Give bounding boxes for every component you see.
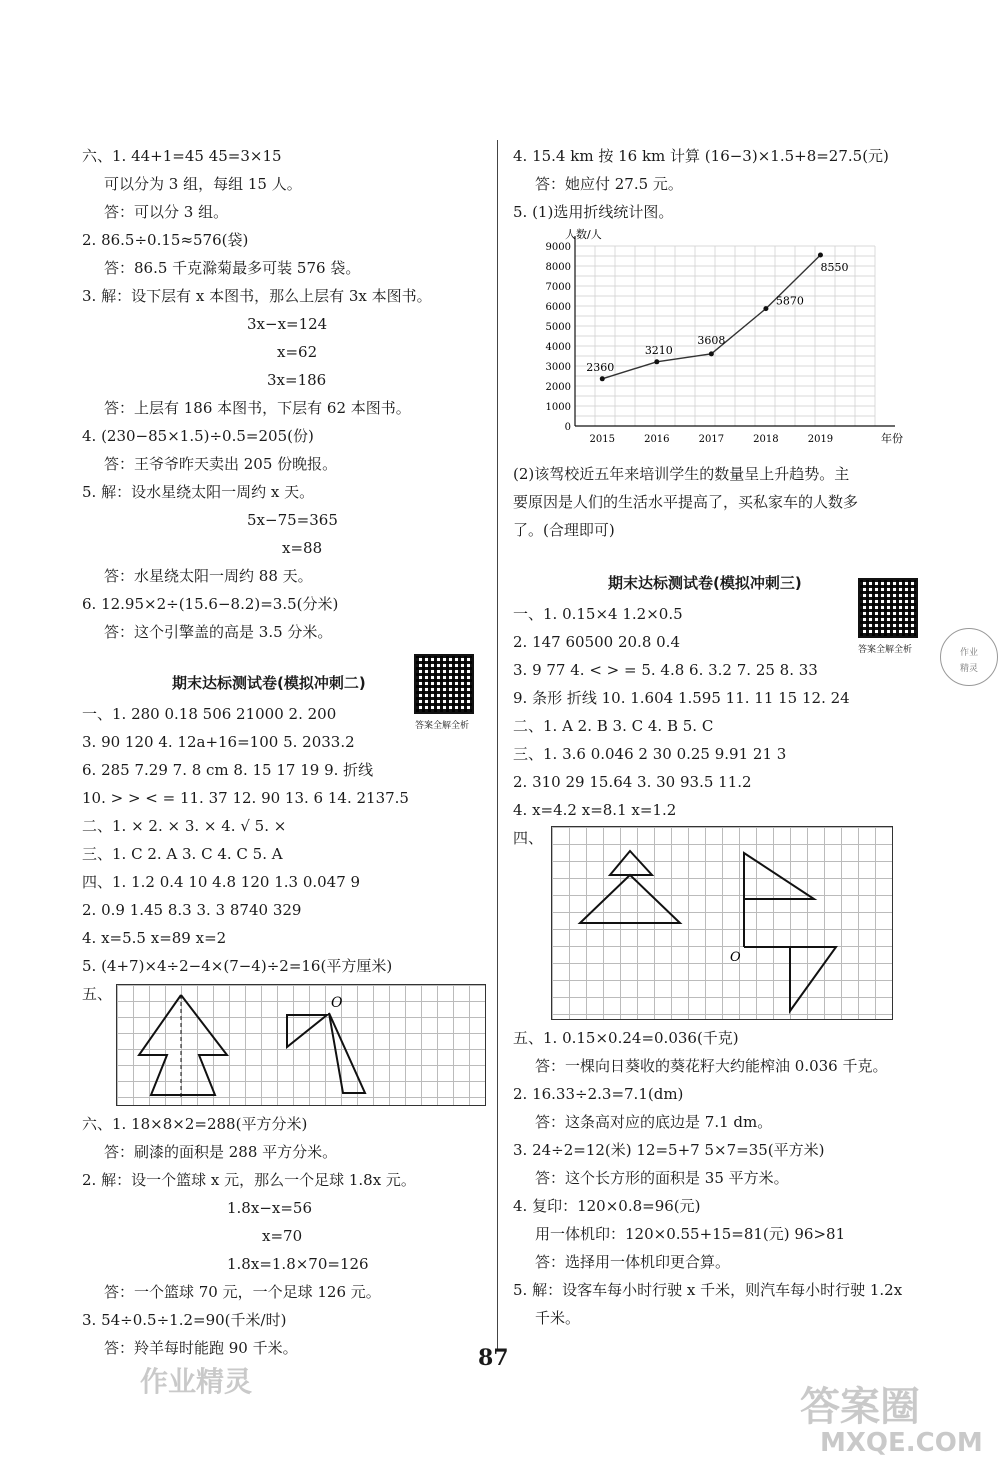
four-label: 四、 [513, 829, 544, 847]
answers-block-2 [82, 700, 487, 980]
y-tick-label: 4000 [545, 342, 571, 353]
point-o-label-right: O [730, 950, 741, 965]
x-axis-label: 年份 [881, 432, 903, 445]
small-top-triangle [610, 851, 652, 875]
answer-line: 三、1. 3.6 0.046 2 30 0.25 9.91 21 3 [513, 745, 787, 763]
answer-line: 4. x=4.2 x=8.1 x=1.2 [513, 801, 677, 819]
left-column [82, 142, 487, 1362]
grid-figure-left [116, 984, 486, 1106]
y-axis-label: 人数/人 [565, 228, 602, 241]
stamp-seal: 作业 精灵 [940, 628, 998, 686]
qr-caption-left: 答案全解全析 [415, 721, 470, 731]
data-label: 3210 [644, 343, 673, 357]
answer-line: 5x−75=365 [247, 511, 338, 529]
y-tick-label: 6000 [545, 302, 571, 313]
answer-line: x=70 [262, 1227, 303, 1245]
answer-line: 要原因是人们的生活水平提高了，买私家车的人数多 [513, 493, 859, 511]
answer-line: 2. 16.33÷2.3=7.1(dm) [513, 1085, 684, 1103]
answer-line: 一、1. 0.15×4 1.2×0.5 [513, 605, 683, 623]
five-label: 五、 [82, 985, 113, 1003]
y-tick-label: 9000 [545, 242, 571, 253]
answer-line: 1.8x−x=56 [227, 1199, 312, 1217]
y-tick-label: 0 [564, 422, 571, 433]
answers-block-1 [82, 142, 487, 646]
answer-line: 答：一棵向日葵收的葵花籽大约能榨油 0.036 千克。 [535, 1057, 888, 1075]
answer-line: 二、1. A 2. B 3. C 4. B 5. C [513, 717, 714, 735]
answer-line: 2. 86.5÷0.15≈576(袋) [82, 231, 249, 249]
answers-block-7 [513, 1024, 933, 1332]
answers-block-4 [513, 142, 933, 226]
answer-line: 三、1. C 2. A 3. C 4. C 5. A [82, 845, 283, 863]
answer-line: 答：王爷爷昨天卖出 205 份晚报。 [104, 455, 338, 473]
x-tick-label: 2015 [589, 434, 615, 445]
y-tick-label: 2000 [545, 382, 571, 393]
answer-line: 6. 285 7.29 7. 8 cm 8. 15 17 19 9. 折线 [82, 761, 374, 779]
answer-line: x=62 [277, 343, 318, 361]
answer-line: 2. 0.9 1.45 8.3 3. 3 8740 329 [82, 901, 302, 919]
y-tick-label: 7000 [545, 282, 571, 293]
y-tick-label: 3000 [545, 362, 571, 373]
triangle-a [287, 1015, 327, 1047]
watermark-left: 作业精灵 [140, 1365, 253, 1398]
answer-line: (2)该驾校近五年来培训学生的数量呈上升趋势。主 [513, 465, 850, 483]
answer-line: 4. 复印：120×0.8=96(元) [513, 1197, 701, 1215]
answer-line: 一、1. 280 0.18 506 21000 2. 200 [82, 705, 337, 723]
answer-line: 10. > > < = 11. 37 12. 90 13. 6 14. 2137.5 [82, 789, 409, 807]
answer-line: 答：上层有 186 本图书，下层有 62 本图书。 [104, 399, 411, 417]
answer-line: 答：一个篮球 70 元，一个足球 126 元。 [104, 1283, 381, 1301]
data-point [600, 376, 605, 381]
section-title-exam-2: 期末达标测试卷(模拟冲刺二) [172, 674, 366, 692]
answer-line: 答：她应付 27.5 元。 [535, 175, 683, 193]
y-tick-label: 5000 [545, 322, 571, 333]
point-o-label: O [331, 995, 343, 1011]
data-point [763, 306, 768, 311]
triangle-shapes-svg [552, 827, 892, 1019]
tree-shapes-svg [117, 985, 485, 1105]
qr-code-left[interactable] [414, 654, 474, 714]
answer-line: 2. 310 29 15.64 3. 30 93.5 11.2 [513, 773, 752, 791]
x-tick-label: 2019 [807, 434, 834, 445]
answer-line: 用一体机印：120×0.55+15=81(元) 96>81 [535, 1225, 846, 1243]
answer-line: 5. 解：设客车每小时行驶 x 千米，则汽车每小时行驶 1.2x [513, 1281, 903, 1299]
watermark-right: 答案圈 [800, 1384, 920, 1430]
answer-line: 3. 24÷2=12(米) 12=5+7 5×7=35(平方米) [513, 1141, 825, 1159]
answer-line: 6. 12.95×2÷(15.6−8.2)=3.5(分米) [82, 595, 339, 613]
answer-line: 4. 15.4 km 按 16 km 计算 (16−3)×1.5+8=27.5(元) [513, 147, 889, 165]
answer-line: 了。(合理即可) [513, 521, 615, 539]
answer-line: 3. 90 120 4. 12a+16=100 5. 2033.2 [82, 733, 355, 751]
answer-line: 答：选择用一体机印更合算。 [535, 1253, 731, 1271]
qr-caption-right: 答案全解全析 [858, 645, 913, 655]
large-bottom-triangle [580, 875, 680, 923]
answer-line: x=88 [282, 539, 323, 557]
grid-figure-right [551, 826, 893, 1020]
figure-four-block [513, 824, 933, 1024]
answer-line: 答：86.5 千克滁菊最多可装 576 袋。 [104, 259, 361, 277]
tree-shape [139, 995, 227, 1095]
answer-line: 答：这个引擎盖的高是 3.5 分米。 [104, 623, 333, 641]
answer-line: 5. (4+7)×4÷2−4×(7−4)÷2=16(平方厘米) [82, 957, 393, 975]
triangle-b [329, 1013, 365, 1093]
answer-line: 答：可以分 3 组。 [104, 203, 229, 221]
data-point [709, 351, 714, 356]
answer-line: 五、1. 0.15×0.24=0.036(千克) [513, 1029, 739, 1047]
triangle-lower-right [744, 947, 836, 1011]
watermark-url: MXQE.COM [820, 1428, 983, 1458]
answer-line: 千米。 [535, 1309, 581, 1327]
answer-line: 1.8x=1.8×70=126 [227, 1255, 369, 1273]
data-label: 3608 [697, 333, 726, 347]
right-column [513, 142, 933, 1332]
triangle-upper-right [744, 853, 814, 899]
answer-line: 4. (230−85×1.5)÷0.5=205(份) [82, 427, 314, 445]
x-tick-label: 2017 [698, 434, 725, 445]
answer-line: 可以分为 3 组，每组 15 人。 [104, 175, 302, 193]
y-tick-label: 8000 [545, 262, 571, 273]
answer-line: 答：水星绕太阳一周约 88 天。 [104, 567, 313, 585]
answers-block-5 [513, 460, 933, 544]
page-number: 87 [478, 1345, 509, 1371]
data-point [818, 253, 823, 258]
line-chart [513, 226, 913, 456]
answer-line: 四、1. 1.2 0.4 10 4.8 120 1.3 0.047 9 [82, 873, 361, 891]
data-point [654, 359, 659, 364]
qr-code-right[interactable] [858, 578, 918, 638]
answer-line: 3. 54÷0.5÷1.2=90(千米/时) [82, 1311, 287, 1329]
x-tick-label: 2018 [753, 434, 779, 445]
answer-line: 2. 解：设一个篮球 x 元，那么一个足球 1.8x 元。 [82, 1171, 416, 1189]
answer-line: 六、1. 44+1=45 45=3×15 [82, 147, 282, 165]
x-tick-label: 2016 [644, 434, 670, 445]
answer-line: 答：这个长方形的面积是 35 平方米。 [535, 1169, 789, 1187]
answer-line: 二、1. × 2. × 3. × 4. √ 5. × [82, 817, 287, 835]
section-title-exam-3: 期末达标测试卷(模拟冲刺三) [608, 574, 802, 592]
answer-line: 3. 9 77 4. < > = 5. 4.8 6. 3.2 7. 25 8. 33 [513, 661, 818, 679]
column-divider [497, 140, 498, 1350]
answer-line: 3x=186 [267, 371, 327, 389]
answer-line: 4. x=5.5 x=89 x=2 [82, 929, 227, 947]
data-label: 8550 [820, 261, 849, 274]
answer-line: 3x−x=124 [247, 315, 328, 333]
answer-line: 5. (1)选用折线统计图。 [513, 203, 674, 221]
answer-line: 9. 条形 折线 10. 1.604 1.595 11. 11 15 12. 24 [513, 689, 850, 707]
answer-line: 2. 147 60500 20.8 0.4 [513, 633, 680, 651]
answer-line: 5. 解：设水星绕太阳一周约 x 天。 [82, 483, 315, 501]
figure-five-block [82, 980, 487, 1110]
data-label: 2360 [586, 360, 615, 374]
answer-line: 六、1. 18×8×2=288(平方分米) [82, 1115, 308, 1133]
answer-line: 3. 解：设下层有 x 本图书，那么上层有 3x 本图书。 [82, 287, 432, 305]
y-tick-label: 1000 [545, 402, 571, 413]
answer-line: 答：羚羊每时能跑 90 千米。 [104, 1339, 298, 1357]
data-label: 5870 [775, 294, 804, 308]
answers-block-3 [82, 1110, 487, 1362]
answer-line: 答：这条高对应的底边是 7.1 dm。 [535, 1113, 773, 1131]
answer-line: 答：刷漆的面积是 288 平方分米。 [104, 1143, 338, 1161]
